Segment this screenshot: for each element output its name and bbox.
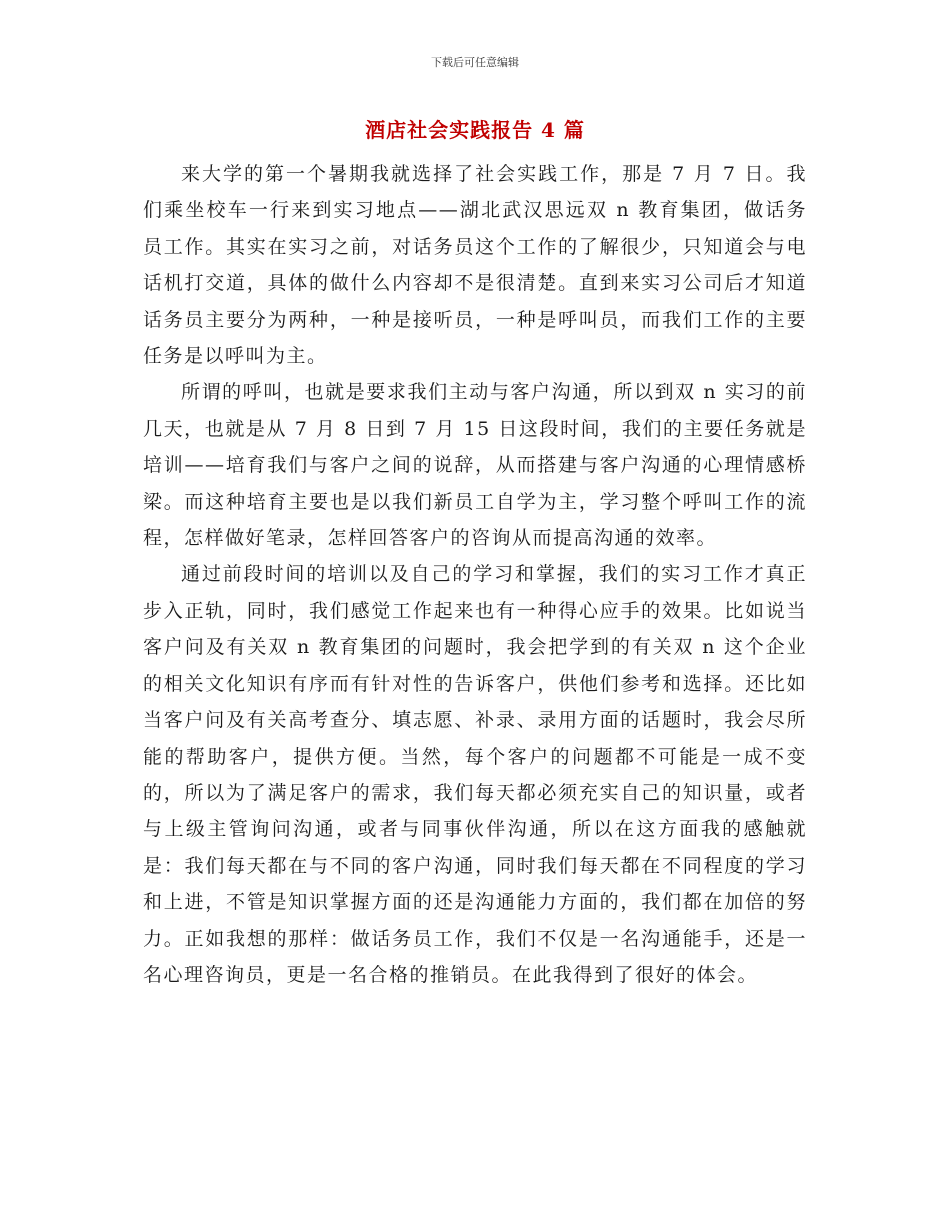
document-title: 酒店社会实践报告 4 篇	[365, 118, 585, 142]
paragraph-1: 来大学的第一个暑期我就选择了社会实践工作，那是 7 月 7 日。我们乘坐校车一行来到实习地点——湖北武汉思远双 n 教育集团，做话务员工作。其实在实习之前，对话务员这个工作的了解很少，只知道会与电话机打交道，具体的做什么内容却不是很清楚。直到来实习公司后才知道话务员主要分为两种，一种是接听员，一种是呼叫员，而我们工作的主要任务是以呼叫为主。	[143, 163, 807, 368]
paragraph-3: 通过前段时间的培训以及自己的学习和掌握，我们的实习工作才真正步入正轨，同时，我们感觉工作起来也有一种得心应手的效果。比如说当客户问及有关双 n 教育集团的问题时，我会把学到的有关双 n 这个企业的相关文化知识有序而有针对性的告诉客户，供他们参考和选择。还比如当客户问及有关高考查分、填志愿、补录、录用方面的话题时，我会尽所能的帮助客户，提供方便。当然，每个客户的问题都不可能是一成不变的，所以为了满足客户的需求，我们每天都必须充实自己的知识量，或者与上级主管询问沟通，或者与同事伙伴沟通，所以在这方面我的感触就是：我们每天都在与不同的客户沟通，同时我们每天都在不同程度的学习和上进，不管是知识掌握方面的还是沟通能力方面的，我们都在加倍的努力。正如我想的那样：做话务员工作，我们不仅是一名沟通能手，还是一名心理咨询员，更是一名合格的推销员。在此我得到了很好的体会。	[143, 563, 807, 986]
paragraph-2: 所谓的呼叫，也就是要求我们主动与客户沟通，所以到双 n 实习的前几天，也就是从 7 月 8 日到 7 月 15 日这段时间，我们的主要任务就是培训——培育我们与客户之间的说辞，从而搭建与客户沟通的心理情感桥梁。而这种培育主要也是以我们新员工自学为主，学习整个呼叫工作的流程，怎样做好笔录，怎样回答客户的咨询从而提高沟通的效率。	[143, 381, 807, 550]
document-body	[143, 156, 807, 993]
header-note: 下载后可任意编辑	[431, 56, 519, 69]
